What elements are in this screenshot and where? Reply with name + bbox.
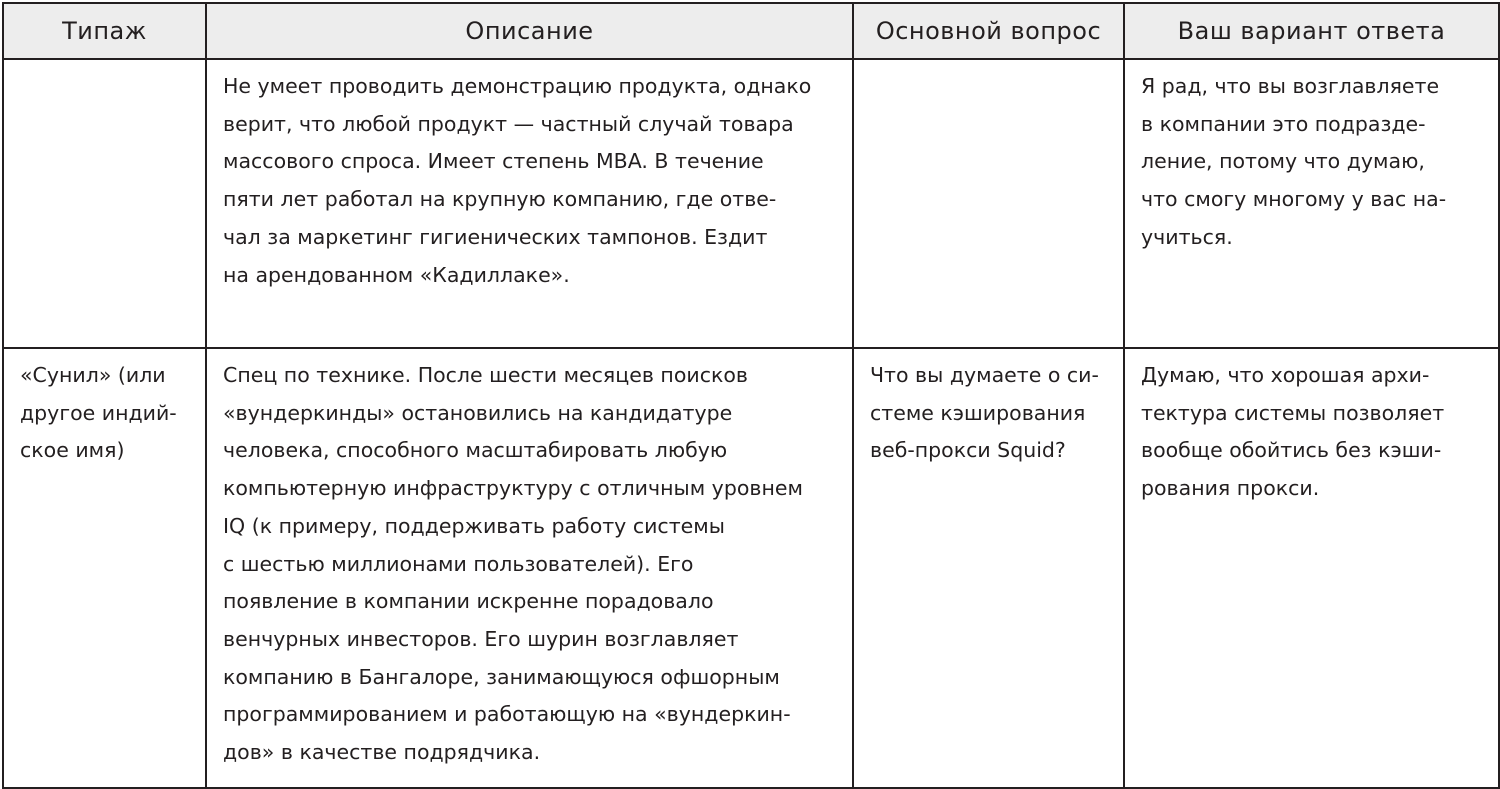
answer-line: ление, потому что думаю, [1141, 149, 1425, 174]
type-cell [3, 59, 206, 348]
description-line: человека, способного масштабировать любую [223, 438, 728, 463]
description-line: на арендованном «Кадиллаке». [223, 262, 570, 287]
answer-line: рования прокси. [1141, 476, 1320, 501]
table-row [3, 348, 1499, 788]
description-line: «вундеркинды» остановились на кандидатуре [223, 400, 733, 425]
header-type: Типаж [3, 3, 206, 59]
answer-cell [1124, 348, 1499, 788]
answer-line: тектура системы позволяет [1141, 400, 1445, 425]
answer-line: Я рад, что вы возглавляете [1141, 74, 1440, 98]
header-description: Описание [206, 3, 853, 59]
description-line: программированием и работающую на «вундеркин- [223, 702, 791, 727]
type-line: ское имя) [20, 438, 125, 463]
question-line: веб-прокси Squid? [870, 438, 1066, 463]
description-line: компьютерную инфраструктуру с отличным уровнем [223, 476, 803, 501]
description-line: массового спроса. Имеет степень MBA. В течение [223, 149, 764, 174]
answer-line: в компании это подразде- [1141, 111, 1426, 136]
description-line: верит, что любой продукт — частный случай товара [223, 111, 794, 136]
description-line: IQ (к примеру, поддерживать работу системы [223, 513, 725, 538]
answer-line: Думаю, что хорошая архи- [1141, 363, 1430, 387]
type-line: «Сунил» (или [20, 363, 166, 387]
description-line: Спец по технике. После шести месяцев поисков [223, 363, 748, 387]
question-cell [853, 348, 1124, 788]
description-line: пяти лет работал на крупную компанию, где отве- [223, 187, 777, 212]
persona-table [2, 2, 1500, 789]
answer-cell [1124, 59, 1499, 348]
header-main-question: Основной вопрос [853, 3, 1124, 59]
description-cell [206, 348, 853, 788]
description-line: появление в компании искренне порадовало [223, 589, 714, 614]
answer-line: что смогу многому у вас на- [1141, 187, 1447, 212]
question-cell [853, 59, 1124, 348]
answer-line: учиться. [1141, 224, 1233, 249]
answer-line: вообще обойтись без кэши- [1141, 438, 1442, 463]
description-line: Не умеет проводить демонстрацию продукта, однако [223, 74, 812, 98]
question-line: стеме кэширования [870, 400, 1086, 425]
description-line: венчурных инвесторов. Его шурин возглавляет [223, 626, 739, 651]
type-cell [3, 348, 206, 788]
description-line: с шестью миллионами пользователей). Его [223, 551, 694, 576]
header-your-answer: Ваш вариант ответа [1124, 3, 1499, 59]
description-line: дов» в качестве подрядчика. [223, 740, 541, 765]
description-line: чал за маркетинг гигиенических тампонов. Ездит [223, 224, 768, 249]
header-row [3, 3, 1499, 59]
description-line: компанию в Бангалоре, занимающуюся офшорным [223, 664, 780, 689]
description-cell [206, 59, 853, 348]
table-row [3, 59, 1499, 348]
question-line: Что вы думаете о си- [870, 363, 1099, 387]
type-line: другое индий- [20, 400, 177, 425]
